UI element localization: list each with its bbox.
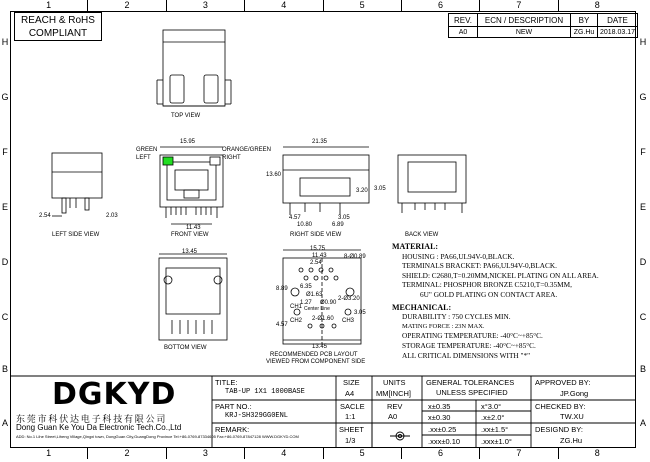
dimension-label: 10.80 [297,222,313,228]
material-line: 6U" GOLD PLATING ON CONTACT AREA. [420,289,558,299]
dimension-label: 15.75 [310,246,326,252]
zone-row: F [2,147,8,157]
zone-row: B [639,364,646,374]
dimension-label: 3.05 [354,310,366,316]
orange-green-led-label: ORANGE/GREEN [222,147,272,153]
zone-col: 3 [166,448,244,459]
zone-row: C [1,312,9,322]
mechanical-line: ALL CRITICAL DIMENSIONS WITH "*" [402,350,531,360]
zone-row: A [639,418,646,428]
zone-col: 1 [46,448,52,458]
zone-col: 4 [244,448,322,459]
compliance-line2: COMPLIANT [28,28,88,39]
rev-header: BY [571,14,598,27]
dimension-label: 13.45 [312,344,328,350]
approved-by-label: APPROVED BY: [535,378,591,387]
scale-label: SACLE [340,402,365,411]
zone-col: 8 [558,448,636,459]
zone-col: 7 [479,448,557,459]
dimension-label: 15.95 [180,139,196,145]
company-logo: DGKYD [52,377,177,412]
dimension-label: 6.35 [300,284,312,290]
pcb-label: CH2 [290,318,303,324]
zone-row: B [1,364,8,374]
mechanical-line: DURABILITY : 750 CYCLES MIN. [402,312,511,322]
dimension-label: 4.57 [276,322,288,328]
scale-value: 1:1 [345,412,356,421]
left-side-view-label: LEFT SIDE VIEW [52,232,100,238]
dimension-label: 11.43 [312,253,327,259]
back-view-label: BACK VIEW [405,232,439,238]
right-side-view-label: RIGHT SIDE VIEW [290,232,342,238]
tolerance-value: .xx±1.5° [481,425,509,434]
zone-row: A [1,418,8,428]
dimension-label: Ø1.63 [306,292,323,298]
zone-col: 3 [166,0,244,11]
size-value: A4 [345,389,355,398]
dimension-label: Ø0.90 [320,300,337,306]
left-side-view-drawing [52,153,102,216]
dimension-label: 6.89 [332,222,344,228]
sheet-value: 1/3 [345,436,356,445]
size-label: SIZE [343,378,360,387]
mechanical-line: STORAGE TEMPERATURE: -40°C~+85°C. [402,340,536,350]
back-view-drawing [398,155,466,213]
rev-value: A0 [388,412,398,421]
title-label: TITLE: [215,378,238,387]
approved-by-value: JP.Gong [560,389,589,398]
pcb-center-line-label: Center Line [304,306,330,312]
mechanical-line: MATING FORCE : 23N MAX. [402,322,485,330]
material-line: SHIELD: C2680,T=0.20MM,NICKEL PLATING ON ALL AREA. [402,270,599,280]
zone-row: G [639,92,647,102]
top-view-drawing [157,30,231,106]
tolerance-value: .xx±0.25 [428,425,457,434]
zone-col: 5 [323,0,401,11]
left-led-label: LEFT [136,155,151,161]
designed-by-label: DESIGND BY: [535,425,583,434]
zone-row: H [639,37,647,47]
dimension-label: 11.43 [186,225,201,231]
dimension-label: 3.05 [374,186,386,192]
pcb-layout-sublabel: VIEWED FROM COMPONENT SIDE [266,359,366,365]
zone-row: D [1,257,9,267]
tolerance-label: GENERAL TOLERANCES [426,378,515,387]
pcb-layout-label: RECOMMENDED PCB LAYOUT [270,352,358,358]
mechanical-line: OPERATING TEMPERATURE: -40°C~+85°C. [402,331,543,341]
zone-row: F [640,147,646,157]
dimension-label: 3.20 [356,188,368,194]
checked-by-label: CHECKED BY: [535,402,586,411]
part-no-value: KRJ-SH329GG0ENL [225,412,289,420]
front-view-label: FRONT VIEW [171,232,209,238]
dimension-label: 13.60 [266,172,282,178]
right-led-icon [210,157,220,165]
zone-col: 6 [401,0,479,11]
part-no-label: PART NO.: [215,402,252,411]
mechanical-heading: MECHANICAL: [392,302,452,312]
units-label: UNITS [383,378,406,387]
zone-row: E [639,202,646,212]
tolerance-value: .xxx±1.0° [481,437,512,446]
top-view-label: TOP VIEW [171,113,201,119]
tolerance-sublabel: UNLESS SPECIFIED [436,388,508,397]
zone-col: 1 [46,0,52,10]
dimension-label: 3.05 [338,215,350,221]
company-address: ADD: No.1 Lihe Street,Liheng Village,Qingxi town, DongGuan City,GuangDong Province Tel:+86-0769-87334605 Fax:+86-0769-87847128 WWW.DGKYD.COM [16,434,299,439]
tolerance-value: .xxx±0.10 [428,437,461,446]
company-name-en: Dong Guan Ke You Da Electronic Tech.Co.,Ltd [16,423,182,432]
zone-row: E [1,202,8,212]
bottom-view-label: BOTTOM VIEW [164,345,207,351]
zone-col: 6 [401,448,479,459]
zone-col: 8 [558,0,636,11]
rev-cell: 2018.03.17 [598,27,638,38]
rev-cell: A0 [449,27,478,38]
zone-row: H [1,37,9,47]
zone-row: C [639,312,647,322]
title-value: TAB-UP 1X1 1000BASE [225,388,305,396]
checked-by-value: TW.XU [560,412,584,421]
pcb-label: CH3 [342,318,355,324]
right-led-label: RIGHT [222,155,241,161]
sheet-label: SHEET [339,425,365,434]
material-line: TERMINALS BRACKET: PA66,UL94V-0,BLACK. [402,261,557,271]
rev-header: REV. [449,14,478,27]
dimension-label: 8-Ø0.89 [344,254,366,260]
tolerance-value: x°3.0° [481,402,502,411]
dimension-label: 21.35 [312,139,328,145]
green-led-label: GREEN [136,147,158,153]
dimension-label: 2.03 [106,213,118,219]
tolerance-value: x±0.35 [428,402,451,411]
material-line: TERMINAL: PHOSPHOR BRONZE C5210,T=0.35MM, [402,280,572,290]
zone-row: D [639,257,647,267]
zone-col: 2 [87,448,165,459]
tolerance-value: x±0.30 [428,413,451,422]
remark-label: REMARK: [215,425,250,434]
rev-header: ECN / DESCRIPTION [478,14,571,27]
units-value: MM[INCH] [376,389,411,398]
zone-col: 7 [479,0,557,11]
dimension-label: 8.89 [276,286,288,292]
rev-label: REV [387,402,403,411]
dimension-label: 13.45 [182,249,198,255]
rev-header: DATE [598,14,638,27]
rev-cell: ZG.Hu [571,27,598,38]
bottom-view-drawing [159,254,227,340]
material-line: HOUSING : PA66,UL94V-0,BLACK. [402,251,515,261]
zone-row: G [1,92,9,102]
rev-cell: NEW [478,27,571,38]
right-side-view-drawing [283,147,369,215]
pcb-label: CH1 [290,304,303,310]
dimension-label: 2.54 [39,213,51,219]
compliance-line1: REACH & RoHS [21,15,95,26]
dimension-label: 1.27 [300,300,312,306]
company-name-cn: 东莞市科伏达电子科技有限公司 [16,414,168,424]
dimension-label: 2-Ø1.60 [312,316,334,322]
dimension-label: 2.54 [310,260,322,266]
green-led-icon [163,157,173,165]
tolerance-value: .x±2.0° [481,413,505,422]
dimension-label: 4.57 [289,215,301,221]
zone-col: 2 [87,0,165,11]
designed-by-value: ZG.Hu [560,436,583,445]
material-heading: MATERIAL: [392,242,439,251]
dimension-label: 2-Ø3.20 [338,296,360,302]
material-notes [392,242,599,360]
zone-col: 4 [244,0,322,11]
zone-col: 5 [323,448,401,459]
